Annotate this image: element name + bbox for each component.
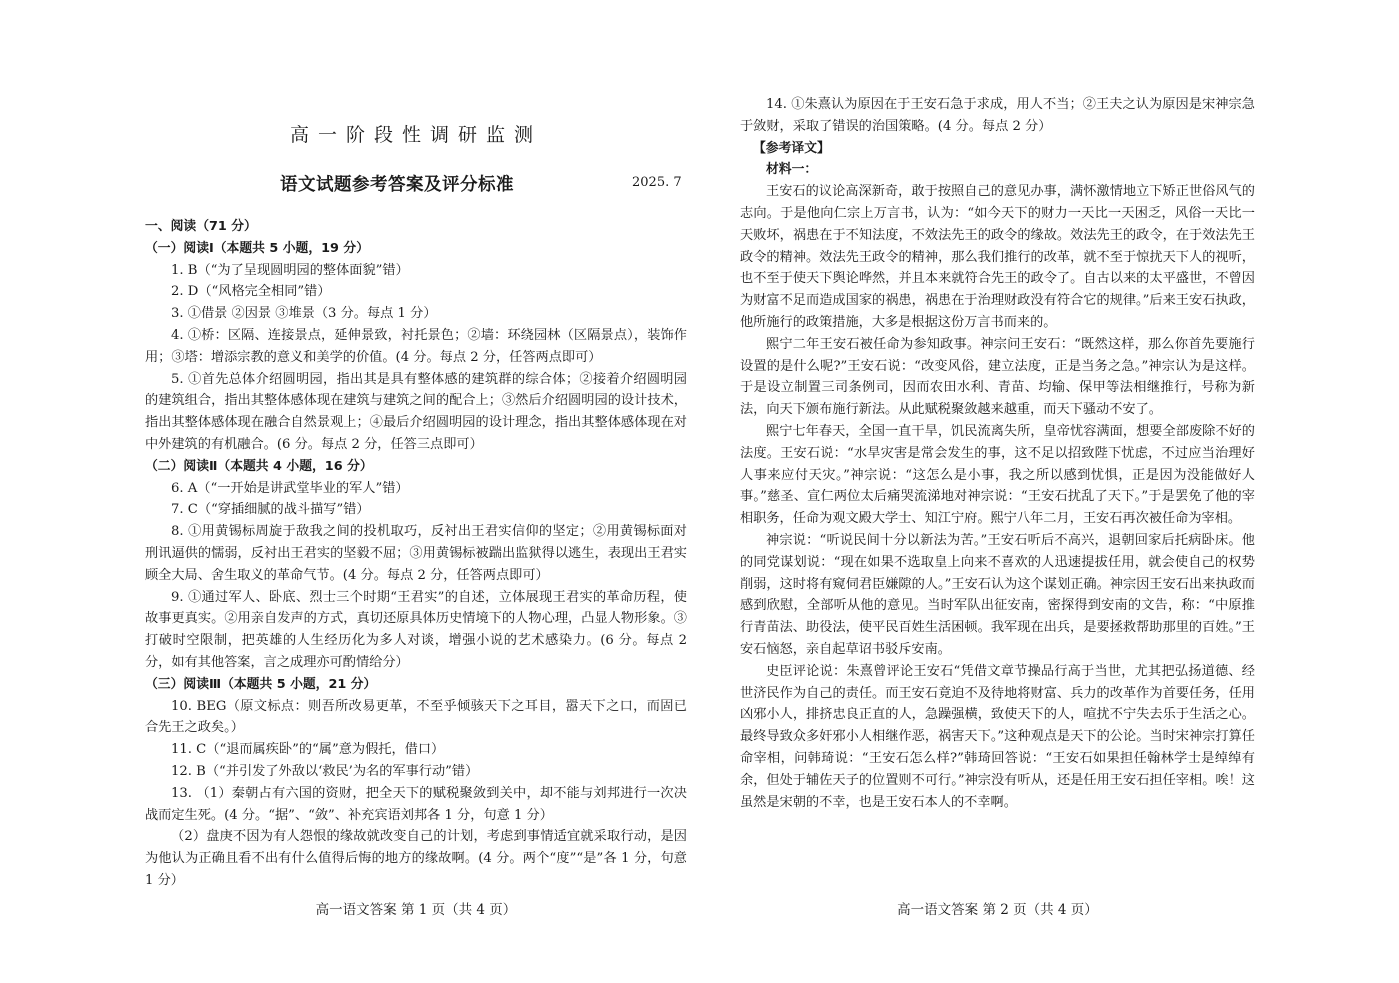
answer-q8: 8. ①用黄锡标周旋于敌我之间的投机取巧，反衬出王君实信仰的坚定；②用黄锡标面对刑讯逼供的懦弱，反衬出王君实的坚毅不屈；③用黄锡标被踹出监狱得以逃生，表现出王君实顾全大局、舍生取义的革命气节。(4 分。每点 2 分，任答两点即可）: [145, 524, 687, 583]
answer-q7: 7. C（“穿插细腻的战斗描写”错）: [171, 502, 370, 518]
part2-heading: （二）阅读Ⅱ（本题共 4 小题，16 分）: [145, 458, 373, 474]
answer-q12: 12. B（“并引发了外敌以‘救民’为名的军事行动”错）: [171, 763, 479, 779]
page-footer-2: 高一语文答案 第 2 页（共 4 页）: [897, 902, 1098, 918]
answer-q9: 9. ①通过军人、卧底、烈士三个时期“王君实”的自述，立体展现王君实的革命历程，使故事更真实。②用亲自发声的方式，真切还原具体历史情境下的人物心理，凸显人物形象。③打破时空限制，把英雄的人生经历化为多人对谈，增强小说的艺术感染力。(6 分。每点 2 分，如有其他答案，言之成理亦可酌情给分）: [145, 589, 687, 670]
document-subtitle: 语文试题参考答案及评分标准: [280, 175, 514, 195]
page-footer-1: 高一语文答案 第 1 页（共 4 页）: [315, 902, 517, 918]
document-title: 高一阶段性调研监测: [289, 124, 542, 146]
translation-paragraph-3: 熙宁七年春天，全国一直干旱，饥民流离失所，皇帝忧容满面，想要全部废除不好的法度。王安石说：“水旱灾害是常会发生的事，这不足以招致陛下忧虑，不过应当治理好人事来应付天灾。”神宗说：“这怎么是小事，我之所以感到忧惧，正是因为没能做好人事。”慈圣、宣仁两位太后痛哭流涕地对神宗说：“王安石扰乱了天下。”于是罢免了他的宰相职务，任命为观文殿大学士、知江宁府。熙宁八年二月，王安石再次被任命为宰相。: [740, 423, 1255, 527]
translation-heading: 【参考译文】: [753, 140, 830, 156]
material-1-label: 材料一：: [766, 162, 818, 178]
answer-q3: 3. ①借景 ②因景 ③堆景（3 分。每点 1 分）: [171, 306, 437, 322]
answer-q2: 2. D（“风格完全相同”错）: [171, 284, 331, 300]
answer-q1: 1. B（“为了呈现圆明园的整体面貌”错）: [171, 262, 409, 278]
left-page-column: [145, 0, 687, 892]
answer-q6: 6. A（“一开始是讲武堂毕业的军人”错）: [171, 480, 409, 496]
part1-heading: （一）阅读Ⅰ（本题共 5 小题，19 分）: [145, 240, 369, 256]
section-reading-heading: 一、阅读（71 分）: [145, 219, 257, 234]
translation-paragraph-4: 神宗说：“听说民间十分以新法为苦。”王安石听后不高兴，退朝回家后托病卧床。他的同党谋划说：“现在如果不选取皇上向来不喜欢的人迅速提拔任用，就会使自己的权势削弱，这时将有窥伺君臣嫌隙的人。”王安石认为这个谋划正确。神宗因王安石出来执政而感到欣慰，全部听从他的意见。当时军队出征安南，密探得到安南的文告，称：“中原推行青苗法、助役法，使平民百姓生活困顿。我军现在出兵，是要拯救帮助那里的百姓。”王安石恼怒，亲自起草诏书驳斥安南。: [740, 532, 1255, 657]
document-date: 2025. 7: [632, 175, 682, 190]
translation-paragraph-1: 王安石的议论高深新奇，敢于按照自己的意见办事，满怀激情地立下矫正世俗风气的志向。于是他向仁宗上万言书，认为：“如今天下的财力一天比一天困乏，风俗一天比一天败坏，祸患在于不知法度，不效法先王的政令的缘故。效法先王的政令，在于效法先王政令的精神。效法先王政令的精神，那么我们推行的改革，就不至于惊扰天下人的视听，也不至于使天下舆论哗然，并且本来就符合先王的政令了。自古以来的太平盛世，不曾因为财富不足而造成国家的祸患，祸患在于治理财政没有符合它的规律。”后来王安石执政，他所施行的政策措施，大多是根据这份万言书而来的。: [740, 184, 1255, 330]
answer-q13-2: （2）盘庚不因为有人怨恨的缘故就改变自己的计划，考虑到事情适宜就采取行动，是因为他认为正确且看不出有什么值得后悔的地方的缘故啊。(4 分。两个“度”“是”各 1 分，句意 1 分）: [145, 829, 687, 888]
part3-heading: （三）阅读Ⅲ（本题共 5 小题，21 分）: [145, 676, 377, 692]
answer-q13-1: 13. （1）秦朝占有六国的资财，把全天下的赋税聚敛到关中，却不能与刘邦进行一次决战而定生死。(4 分。“据”、“敛”、补充宾语刘邦各 1 分，句意 1 分）: [145, 785, 687, 823]
answer-q4: 4. ①桥：区隔、连接景点，延伸景致，衬托景色；②墙：环绕园林（区隔景点），装饰作用；③塔：增添宗教的意义和美学的价值。(4 分。每点 2 分，任答两点即可）: [145, 327, 687, 365]
answer-q11: 11. C（“退而属疾卧”的“属”意为假托，借口）: [171, 742, 445, 758]
answer-q10: 10. BEG（原文标点：则吾所改易更革，不至乎倾骇天下之耳目，嚣天下之口，而固已合先王之政矣。）: [145, 698, 687, 736]
right-page-column: [740, 0, 1255, 813]
translation-paragraph-2: 熙宁二年王安石被任命为参知政事。神宗问王安石：“既然这样，那么你首先要施行设置的是什么呢?”王安石说：“改变风俗，建立法度，正是当务之急。”神宗认为是这样。于是设立制置三司条例司，因而农田水利、青苗、均输、保甲等法相继推行，号称为新法，向天下颁布施行新法。从此赋税聚敛越来越重，而天下骚动不安了。: [740, 336, 1255, 418]
answer-q14: 14. ①朱熹认为原因在于王安石急于求成，用人不当；②王夫之认为原因是宋神宗急于敛财，采取了错误的治国策略。(4 分。每点 2 分）: [740, 97, 1255, 134]
translation-paragraph-5: 史臣评论说：朱熹曾评论王安石“凭借文章节操品行高于当世，尤其把弘扬道德、经世济民作为自己的责任。而王安石竟迫不及待地将财富、兵力的改革作为首要任务，任用凶邪小人，排挤忠良正直的人，急躁强横，致使天下的人，喧扰不宁失去乐于生活之心。最终导致众多奸邪小人相继作恶，祸害天下。”这种观点是天下的公论。当时宋神宗打算任命宰相，问韩琦说：“王安石怎么样?”韩琦回答说：“王安石如果担任翰林学士是绰绰有余，但处于辅佐天子的位置则不可行。”神宗没有听从，还是任用王安石担任宰相。唉！这虽然是宋朝的不幸，也是王安石本人的不幸啊。: [740, 663, 1255, 810]
answer-q5: 5. ①首先总体介绍圆明园，指出其是具有整体感的建筑群的综合体；②接着介绍圆明园的建筑组合，指出其整体感体现在建筑与建筑之间的配合上；③然后介绍圆明园的设计技术，指出其整体感体现在融合自然景观上；④最后介绍圆明园的设计理念，指出其整体感体现在对中外建筑的有机融合。(6 分。每点 2 分，任答三点即可）: [145, 371, 687, 452]
